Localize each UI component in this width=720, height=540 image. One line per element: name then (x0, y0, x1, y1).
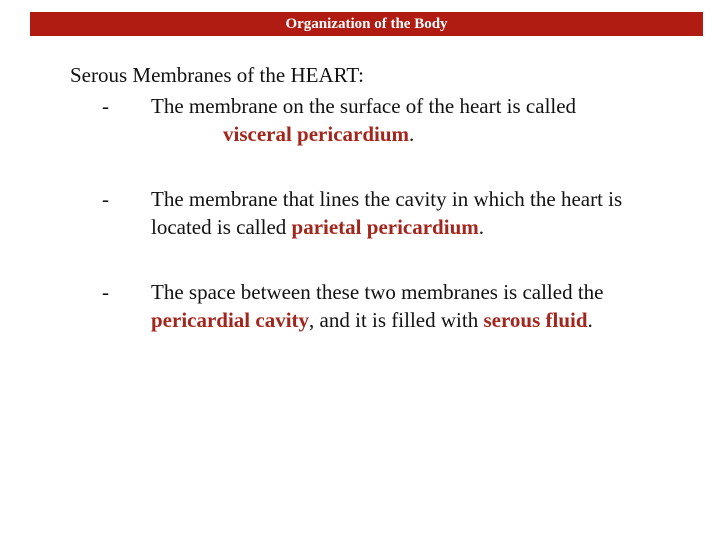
slide-title: Organization of the Body (285, 15, 448, 32)
bullet-line: The membrane on the surface of the heart is called (151, 94, 577, 118)
bullet-text-middle: , and it is filled with (309, 308, 484, 332)
bullet-end: . (478, 215, 484, 239)
term-pericardial-cavity: pericardial cavity (151, 308, 310, 332)
term-parietal-pericardium: parietal pericardium (291, 215, 479, 239)
bullet-indent (151, 120, 414, 148)
section-heading-text: Serous Membranes of the HEART (70, 63, 359, 87)
bullet-end: . (409, 122, 415, 146)
bullet-dash: - (102, 94, 109, 118)
bullet-dash: - (102, 187, 109, 211)
bullet-text (151, 278, 681, 334)
bullet-dash: - (102, 280, 109, 304)
list-item-pericardial-cavity (70, 278, 700, 334)
term-visceral-pericardium: visceral pericardium (223, 122, 410, 146)
bullet-text-before: The space between these two membranes is called the (151, 280, 604, 304)
section-heading (70, 60, 700, 90)
list-item-parietal (70, 185, 700, 241)
bullet-text (151, 92, 681, 148)
bullet-text (151, 185, 681, 241)
slide-content (70, 60, 700, 334)
slide-header-bar (30, 12, 703, 36)
bullet-end: . (587, 308, 593, 332)
section-heading-suffix: : (358, 63, 364, 87)
term-serous-fluid: serous fluid (483, 308, 588, 332)
bullet-text-before: The membrane that lines the cavity in which the heart is located is called (151, 187, 623, 239)
list-item-visceral (70, 92, 700, 148)
